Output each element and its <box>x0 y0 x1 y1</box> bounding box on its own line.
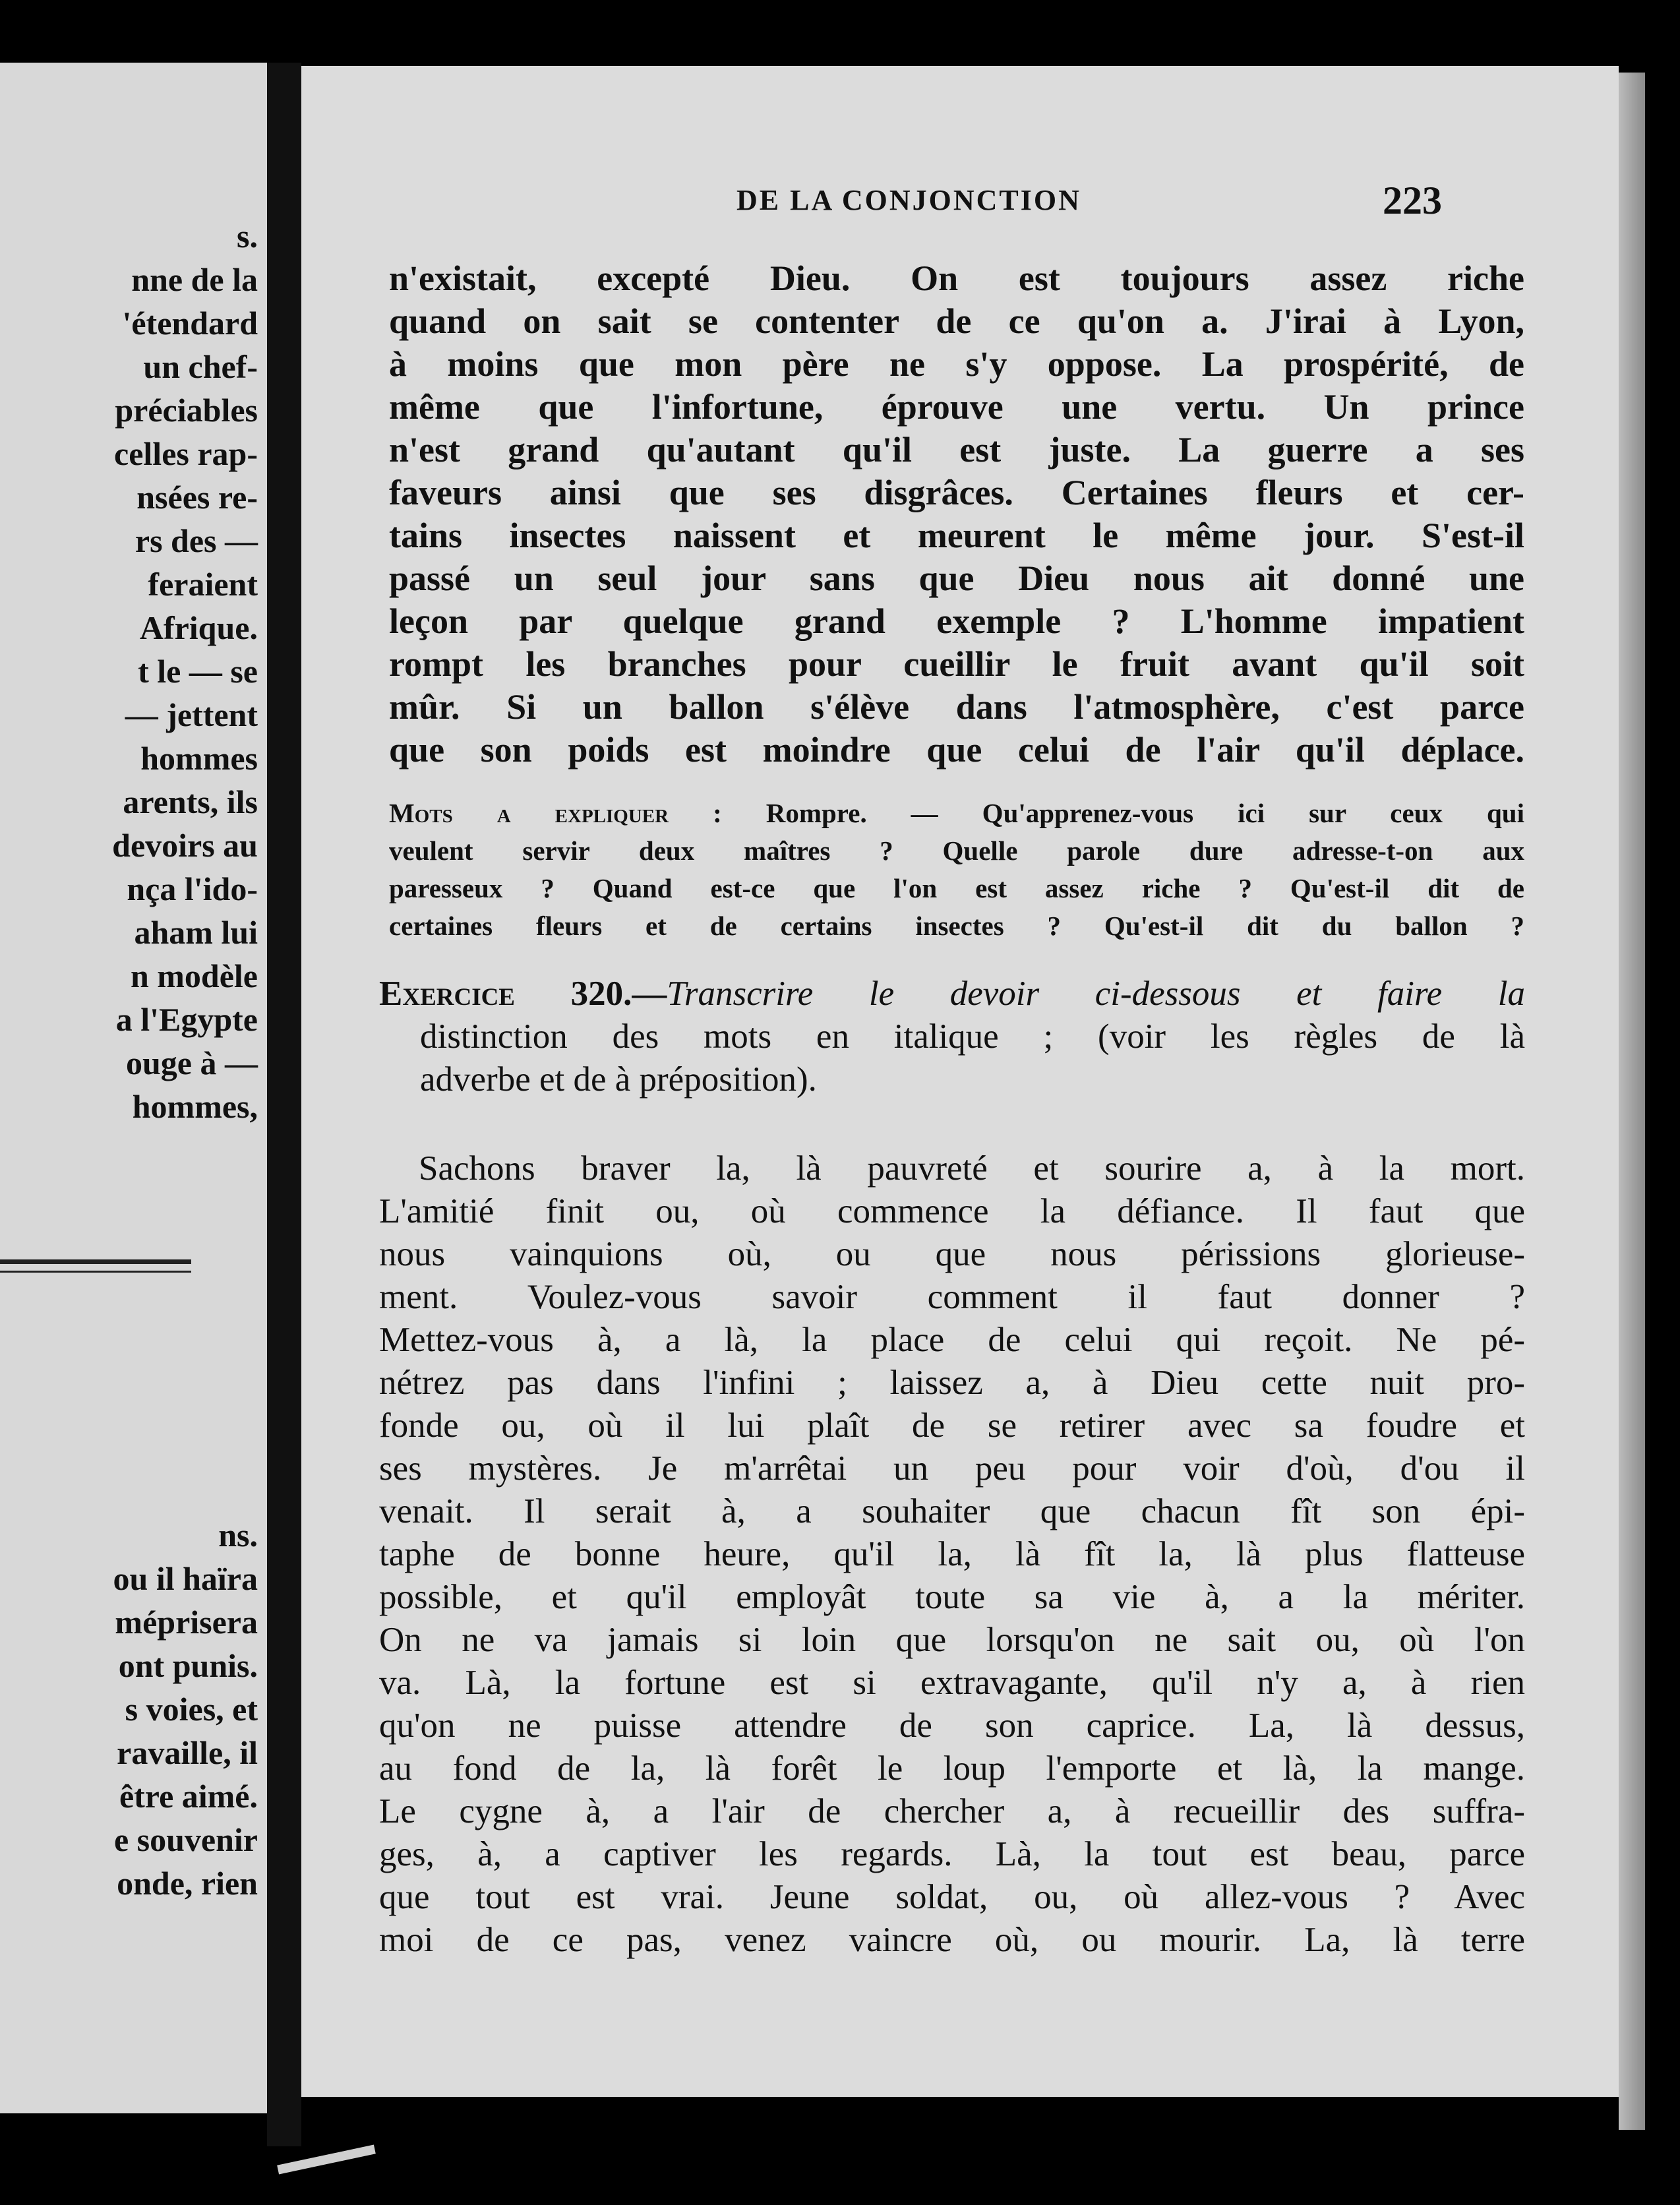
exercise-line: ses mystères. Je m'arrêtai un peu pour voir d'où, d'ou il <box>379 1449 1525 1488</box>
left-page-line: un chef- <box>143 348 258 385</box>
left-page-fragment <box>0 63 267 2113</box>
page-edge-shadow <box>1619 73 1645 2130</box>
exercise-line: possible, et qu'il employât toute sa vie à, a la mériter. <box>379 1578 1525 1616</box>
scan-artifact <box>277 2145 376 2175</box>
exercise-line: taphe de bonne heure, qu'il la, là fît la, là plus flatteuse <box>379 1535 1525 1573</box>
left-page-line: s. <box>237 218 258 255</box>
left-page-line: ravaille, il <box>117 1734 258 1771</box>
exercise-line: ment. Voulez-vous savoir comment il faut donner ? <box>379 1278 1525 1316</box>
mots-line: certaines fleurs et de certains insectes ? Qu'est-il dit du ballon ? <box>389 911 1524 941</box>
left-page-divider <box>0 1259 191 1264</box>
book-gutter <box>267 63 301 2146</box>
exercise-line: nous vainquions où, ou que nous périssions glorieuse- <box>379 1235 1525 1273</box>
mots-line <box>389 795 1524 832</box>
exercise-line: moi de ce pas, venez vaincre où, ou mourir. La, là terre <box>379 1921 1525 1959</box>
exercise-line: fonde ou, où il lui plaît de se retirer avec sa foudre et <box>379 1406 1525 1445</box>
exercise-line: va. Là, la fortune est si extravagante, qu'il n'y a, à rien <box>379 1664 1525 1702</box>
exercise-line: On ne va jamais si loin que lorsqu'on ne sait ou, où l'on <box>379 1621 1525 1659</box>
left-page-line: — jettent <box>125 696 258 733</box>
page-header <box>301 179 1619 243</box>
left-page-line: onde, rien <box>117 1865 258 1902</box>
left-page-line: méprisera <box>115 1604 258 1641</box>
exercise-label: Exercice 320. <box>379 975 632 1013</box>
left-page-line: t le — se <box>138 653 258 690</box>
words-to-explain <box>389 795 1524 945</box>
left-page-line: ou il haïra <box>113 1560 258 1597</box>
body-line: à moins que mon père ne s'y oppose. La prospérité, de <box>389 344 1524 384</box>
exercise-line: Le cygne à, a l'air de chercher a, à recueillir des suffra- <box>379 1792 1525 1830</box>
exercise-instruction-text: Transcrire le devoir ci-dessous et faire la <box>667 975 1525 1013</box>
left-page-line: nça l'ido- <box>127 870 258 907</box>
body-line: rompt les branches pour cueillir le fruit avant qu'il soit <box>389 644 1524 684</box>
body-line: tains insectes naissent et meurent le même jour. S'est-il <box>389 516 1524 555</box>
exercise-line: qu'on ne puisse attendre de son caprice. La, là dessus, <box>379 1707 1525 1745</box>
exercise-line: au fond de la, là forêt le loup l'emporte et là, la mange. <box>379 1749 1525 1788</box>
exercise-instruction-line: distinction des mots en italique ; (voir les règles de là <box>420 1017 1525 1056</box>
exercise-line: venait. Il serait à, a souhaiter que chacun fît son épi- <box>379 1492 1525 1530</box>
exercise-line: que tout est vrai. Jeune soldat, ou, où allez-vous ? Avec <box>379 1878 1525 1916</box>
body-line: leçon par quelque grand exemple ? L'homme impatient <box>389 601 1524 641</box>
page-number: 223 <box>1383 179 1442 222</box>
body-paragraph <box>389 257 1524 771</box>
running-head: DE LA CONJONCTION <box>736 184 1081 216</box>
exercise-line: Mettez-vous à, a là, la place de celui qui reçoit. Ne pé- <box>379 1321 1525 1359</box>
body-line: même que l'infortune, éprouve une vertu. Un prince <box>389 387 1524 427</box>
left-page-line: s voies, et <box>125 1691 258 1728</box>
mots-line: paresseux ? Quand est-ce que l'on est assez riche ? Qu'est-il dit de <box>389 873 1524 903</box>
exercise-line: ges, à, a captiver les regards. Là, la tout est beau, parce <box>379 1835 1525 1873</box>
right-page <box>301 66 1619 2097</box>
left-page-line: 'étendard <box>122 305 258 342</box>
exercise-line: Sachons braver la, là pauvreté et sourire a, à la mort. <box>419 1149 1525 1188</box>
left-page-line: rs des — <box>135 522 258 559</box>
left-page-line: préciables <box>115 392 258 429</box>
left-page-line: nsées re- <box>136 479 258 516</box>
left-page-line: arents, ils <box>123 783 258 820</box>
left-page-line: ns. <box>218 1517 258 1554</box>
mots-text: Rompre. — Qu'apprenez-vous ici sur ceux qui <box>765 798 1524 828</box>
exercise-instruction-line <box>379 973 1525 1015</box>
left-page-line: aham lui <box>134 914 258 951</box>
left-page-line: ont punis. <box>118 1647 258 1684</box>
left-page-divider-thin <box>0 1271 191 1273</box>
exercise-instruction-line: adverbe et de à préposition). <box>420 1060 817 1099</box>
exercise-line: L'amitié finit ou, où commence la défiance. Il faut que <box>379 1192 1525 1230</box>
left-page-line: hommes <box>140 740 258 777</box>
mots-label: Mots a expliquer : <box>389 798 722 828</box>
body-line: n'est grand qu'autant qu'il est juste. La guerre a ses <box>389 430 1524 469</box>
body-line: n'existait, excepté Dieu. On est toujours assez riche <box>389 258 1524 298</box>
left-page-line: être aimé. <box>119 1778 258 1815</box>
exercise-dash: — <box>632 975 667 1013</box>
left-page-line: devoirs au <box>112 827 258 864</box>
body-line: quand on sait se contenter de ce qu'on a. J'irai à Lyon, <box>389 301 1524 341</box>
left-page-line: a l'Egypte <box>115 1001 258 1038</box>
left-page-line: n modèle <box>130 957 258 994</box>
exercise-heading <box>379 973 1525 1101</box>
body-line: passé un seul jour sans que Dieu nous ait donné une <box>389 559 1524 598</box>
left-page-line: celles rap- <box>114 435 258 472</box>
left-page-line: Afrique. <box>139 609 258 646</box>
exercise-text <box>379 1147 1525 1962</box>
left-page-line: feraient <box>148 566 258 603</box>
left-page-line: e souvenir <box>113 1821 258 1858</box>
left-page-line: hommes, <box>132 1088 258 1125</box>
body-line: que son poids est moindre que celui de l'air qu'il déplace. <box>389 730 1524 770</box>
mots-line: veulent servir deux maîtres ? Quelle parole dure adresse-t-on aux <box>389 835 1524 866</box>
body-line: faveurs ainsi que ses disgrâces. Certaines fleurs et cer- <box>389 473 1524 512</box>
left-page-line: nne de la <box>131 261 258 298</box>
exercise-line: nétrez pas dans l'infini ; laissez a, à Dieu cette nuit pro- <box>379 1364 1525 1402</box>
body-line: mûr. Si un ballon s'élève dans l'atmosphère, c'est parce <box>389 687 1524 727</box>
left-page-line: ouge à — <box>126 1044 258 1081</box>
